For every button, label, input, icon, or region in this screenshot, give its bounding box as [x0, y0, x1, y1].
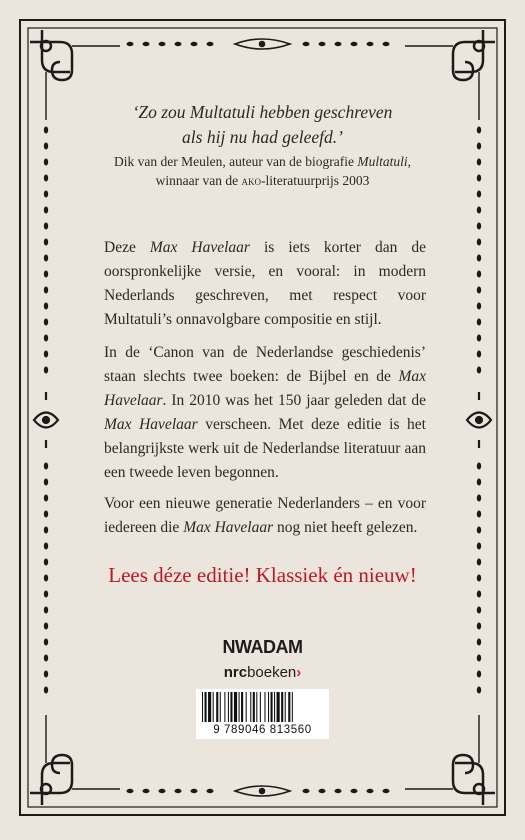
attribution-prize-name: ako	[241, 172, 261, 188]
side-ornament-right	[467, 392, 491, 448]
attribution-prize-prefix: winnaar van de	[155, 172, 242, 188]
isbn-barcode	[196, 689, 329, 739]
quote-text	[70, 100, 455, 150]
publisher-logo-nwadam: NWADAM	[222, 637, 303, 657]
quote-line-1: ‘Zo zou Multatuli hebben geschreven	[132, 102, 393, 122]
side-ornament-left	[34, 392, 58, 448]
p2-text-a: In de ‘Canon van de Nederlandse geschiedenis’ staan slechts twee boeken: de Bijbel en de	[104, 344, 426, 385]
arrow-icon: ›	[296, 664, 302, 681]
p2-book-title-1: Max Havelaar	[104, 368, 426, 409]
p1-text-rest: is iets korter dan de oorspronkelijke versie, en vooral: in modern Nederlands geschreven, met respect voor Multatuli’s onnavolgbare compositie en stijl.	[104, 239, 426, 328]
call-to-action: Lees déze editie! Klassiek én nieuw!	[108, 563, 417, 587]
p1-book-title: Max Havelaar	[149, 239, 250, 256]
top-flourish	[235, 39, 290, 49]
p2-text-b: . In 2010 was het 150 jaar geleden dat de	[162, 392, 426, 409]
quote-line-2: als hij nu had geleefd.’	[182, 126, 343, 147]
publisher-logo-nrc-boeken	[0, 664, 525, 681]
blurb-paragraph-1	[104, 236, 426, 332]
blurb-paragraph-3	[104, 492, 426, 540]
p3-book-title: Max Havelaar	[183, 519, 274, 536]
nrc-wordmark: nrc	[223, 664, 248, 681]
barcode-bars-icon	[196, 689, 329, 725]
endorsement-quote	[70, 100, 455, 190]
p2-book-title-2: Max Havelaar	[104, 416, 198, 433]
blurb-paragraph-2	[104, 341, 426, 485]
p3-text: Voor een nieuwe generatie Nederlanders – en voor iedereen die	[104, 495, 426, 536]
corner-ornament-bottom-right	[405, 715, 495, 805]
boeken-wordmark: boeken	[247, 664, 297, 681]
quote-attribution: Dik van der Meulen, auteur van de biografie Multatuli, winnaar van de ako-literatuurprijs 2003	[114, 153, 411, 188]
bottom-flourish	[235, 786, 290, 796]
isbn-number: 9 789046 813560	[213, 724, 312, 736]
p1-text: Deze	[104, 239, 150, 256]
p3-text-rest: nog niet heeft gelezen.	[273, 519, 418, 536]
p2-text-c: verscheen. Met deze editie is het belangrijkste werk uit de Nederlandse literatuur aan een tweede leven begonnen.	[104, 416, 426, 481]
attribution-book-title: Multatuli	[357, 153, 408, 169]
attribution-prize-suffix: -literatuurprijs 2003	[260, 172, 370, 188]
corner-ornament-bottom-left	[30, 715, 120, 805]
attribution-author: Dik van der Meulen, auteur van de biografie	[114, 153, 358, 169]
